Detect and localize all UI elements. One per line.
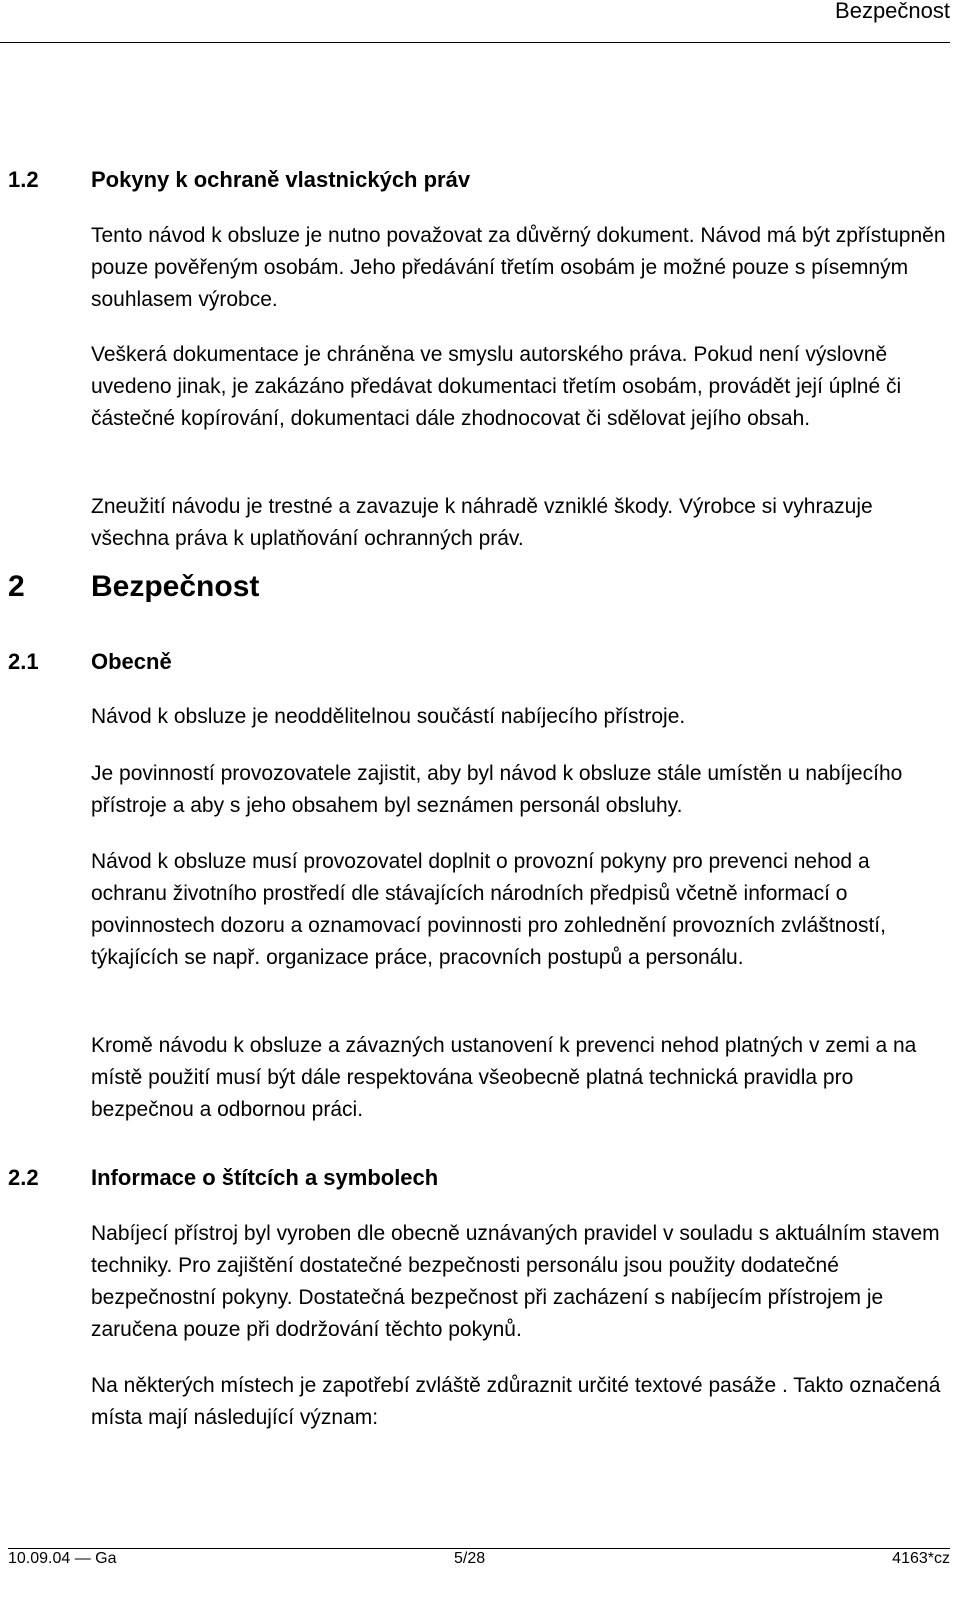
section-title: Obecně bbox=[91, 649, 172, 674]
paragraph: Zneužití návodu je trestné a zavazuje k náhradě vzniklé škody. Výrobce si vyhrazuje všechna práva k uplatňování ochranných práv. bbox=[91, 495, 873, 550]
section-number: 2.1 bbox=[8, 649, 39, 674]
section-number: 2.2 bbox=[8, 1165, 39, 1190]
section-1-2-heading bbox=[8, 166, 470, 194]
paragraph: Je povinností provozovatele zajistit, aby byl návod k obsluze stále umístěn u nabíjecího přístroje a aby s jeho obsahem byl seznámen personál obsluhy. bbox=[91, 762, 903, 817]
chapter-2-heading bbox=[8, 569, 259, 605]
footer-page-number: 5/28 bbox=[454, 1550, 486, 1567]
section-2-1-heading bbox=[8, 648, 172, 676]
paragraph: Návod k obsluze je neoddělitelnou součástí nabíjecího přístroje. bbox=[91, 705, 686, 728]
section-number: 1.2 bbox=[8, 167, 39, 192]
page-header bbox=[0, 0, 950, 43]
paragraph: Veškerá dokumentace je chráněna ve smyslu autorského práva. Pokud není výslovně uvedeno jinak, je zakázáno předávat dokumentaci třetím osobám, provádět její úplné či částečné kopírování, dokumentaci dále zhodnocovat či sdělovat jejího obsah. bbox=[91, 343, 902, 430]
footer-date-author: 10.09.04 — Ga bbox=[8, 1550, 117, 1567]
section-2-2-heading bbox=[8, 1164, 438, 1192]
paragraph: Nabíjecí přístroj byl vyroben dle obecně uznávaných pravidel v souladu s aktuálním stavem techniky. Pro zajištění dostatečné bezpečnosti personálu jsou použity dodatečné bezpečnostní pokyny. Dostatečná bezpečnost při zacházení s nabíjecím přístrojem je zaručena pouze při dodržování těchto pokynů. bbox=[91, 1222, 940, 1341]
section-title: Pokyny k ochraně vlastnických práv bbox=[91, 167, 471, 192]
chapter-number: 2 bbox=[8, 570, 25, 603]
paragraph: Návod k obsluze musí provozovatel doplnit o provozní pokyny pro prevenci nehod a ochranu životního prostředí dle stávajících národních předpisů včetně informací o povinnostech dozoru a oznamovací povinnosti pro zohlednění provozních zvláštností, týkajících se např. organizace práce, pracovních postupů a personálu. bbox=[91, 850, 886, 969]
section-title: Informace o štítcích a symbolech bbox=[91, 1165, 439, 1190]
chapter-title: Bezpečnost bbox=[91, 570, 260, 603]
paragraph: Kromě návodu k obsluze a závazných ustanovení k prevenci nehod platných v zemi a na místě použití musí být dále respektována všeobecně platná technická pravidla pro bezpečnou a odbornou práci. bbox=[91, 1034, 917, 1121]
paragraph: Tento návod k obsluze je nutno považovat za důvěrný dokument. Návod má být zpřístupněn pouze pověřeným osobám. Jeho předávání třetím osobám je možné pouze s písemným souhlasem výrobce. bbox=[91, 224, 946, 311]
header-title: Bezpečnost bbox=[835, 0, 950, 23]
paragraph: Na některých místech je zapotřebí zvláště zdůraznit určité textové pasáže . Takto označená místa mají následující význam: bbox=[91, 1374, 941, 1429]
footer-doc-id: 4163*cz bbox=[892, 1550, 950, 1567]
page-footer bbox=[8, 1548, 950, 1567]
